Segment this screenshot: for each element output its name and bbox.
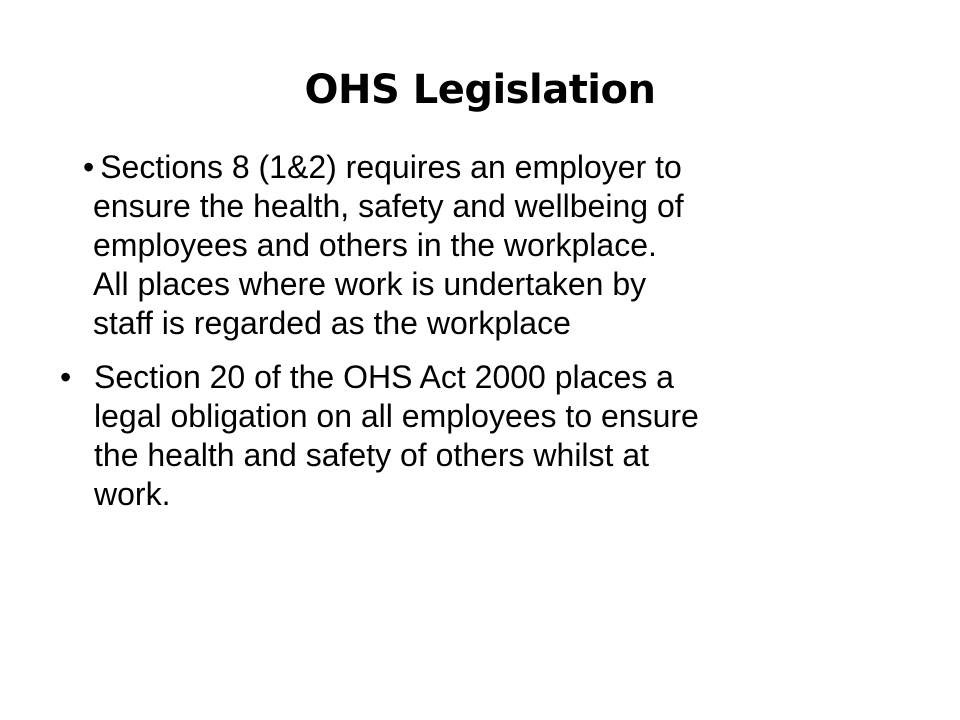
bullet-line: work. xyxy=(94,476,171,512)
bullet-line: legal obligation on all employees to ensure xyxy=(94,398,699,434)
bullet-item xyxy=(60,148,920,343)
bullet-line: Sections 8 (1&2) requires an employer to xyxy=(100,149,682,185)
bullet-line: ensure the health, safety and wellbeing of xyxy=(93,188,684,224)
bullet-line: Section 20 of the OHS Act 2000 places a xyxy=(94,359,674,395)
bullet-line: employees and others in the workplace. xyxy=(93,227,657,263)
bullet-list xyxy=(60,148,920,529)
bullet-dot-icon: • xyxy=(83,149,95,185)
bullet-line: the health and safety of others whilst at xyxy=(94,437,649,473)
bullet-item xyxy=(60,358,920,514)
bullet-dot-icon: • xyxy=(60,359,72,395)
bullet-line: staff is regarded as the workplace xyxy=(93,305,571,341)
slide-title: OHS Legislation xyxy=(304,67,656,113)
bullet-line: All places where work is undertaken by xyxy=(93,266,647,302)
